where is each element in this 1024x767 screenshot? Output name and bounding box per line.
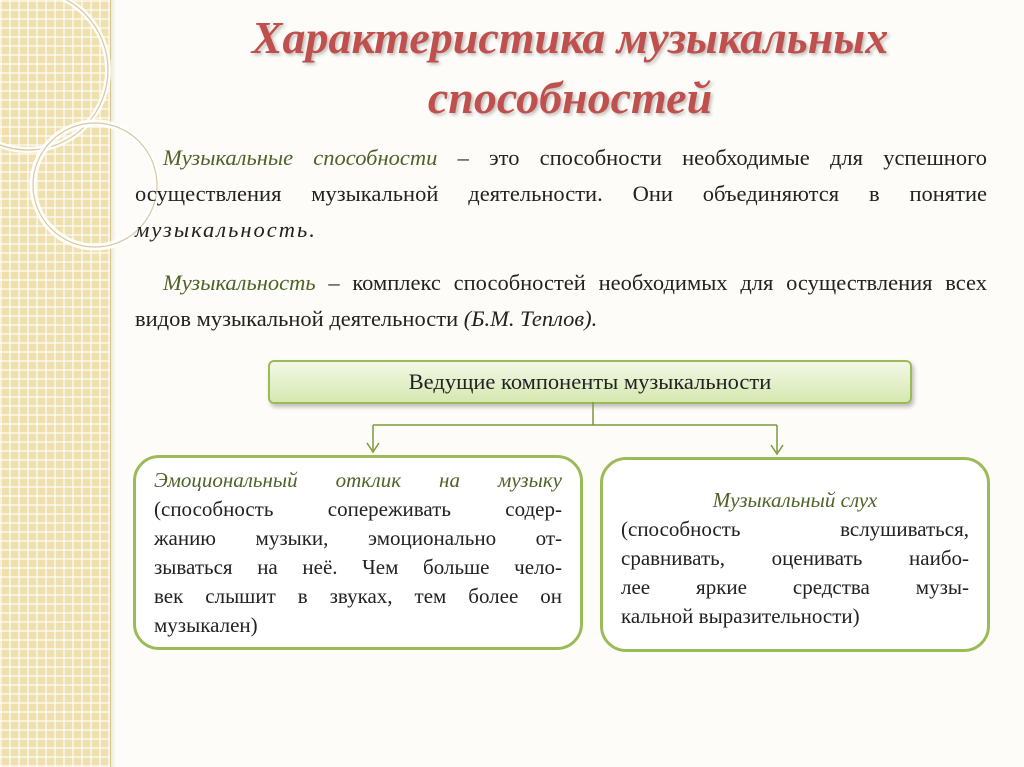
definition-musicality	[135, 265, 987, 337]
card-musical-ear	[600, 457, 990, 652]
card-emotional-response-title: Эмоциональный отклик на музыку	[154, 468, 562, 492]
definition-abilities-dash: –	[437, 145, 490, 170]
card-right-line: кальной выразительности)	[621, 604, 860, 628]
definition-abilities	[135, 140, 987, 248]
slide-title-line-1: Характеристика музыкальных	[251, 12, 889, 63]
card-left-line: жанию музыки, эмоционально от-	[154, 526, 562, 550]
card-emotional-response	[133, 455, 583, 650]
diagram-header: Ведущие компоненты музыкальности	[268, 360, 912, 404]
definition-abilities-text: это способности необходимые для успешного осуществления музыкальной деятельности. Они объединяются в понятие	[135, 145, 987, 206]
card-left-line: зываться на неё. Чем больше чело-	[154, 555, 562, 579]
card-left-line: (способность сопереживать содер-	[154, 497, 562, 521]
definition-source: (Б.М. Теплов).	[463, 306, 598, 331]
slide-title-line-2: способностей	[427, 72, 713, 123]
card-right-line: лее яркие средства музы-	[621, 575, 969, 599]
term-musicality: Музыкальность	[163, 270, 316, 295]
card-right-line: сравнивать, оценивать наибо-	[621, 546, 969, 570]
concept-musicality: музыкальность.	[135, 217, 317, 242]
decorative-ring-top-outline	[0, 0, 108, 150]
definition-musicality-text: – комплекс способностей необходимых для осуществления всех видов музыкальной деятельности	[135, 270, 987, 331]
card-left-line: век слышит в звуках, тем более он	[154, 584, 562, 608]
card-left-line: музыкален)	[154, 613, 258, 637]
term-musical-abilities: Музыкальные способности	[163, 145, 438, 170]
slide-title	[140, 8, 1000, 128]
arrow-right	[771, 445, 783, 454]
arrow-left	[367, 443, 379, 452]
card-musical-ear-title: Музыкальный слух	[712, 488, 878, 512]
card-right-line: (способность вслушиваться,	[621, 517, 969, 541]
